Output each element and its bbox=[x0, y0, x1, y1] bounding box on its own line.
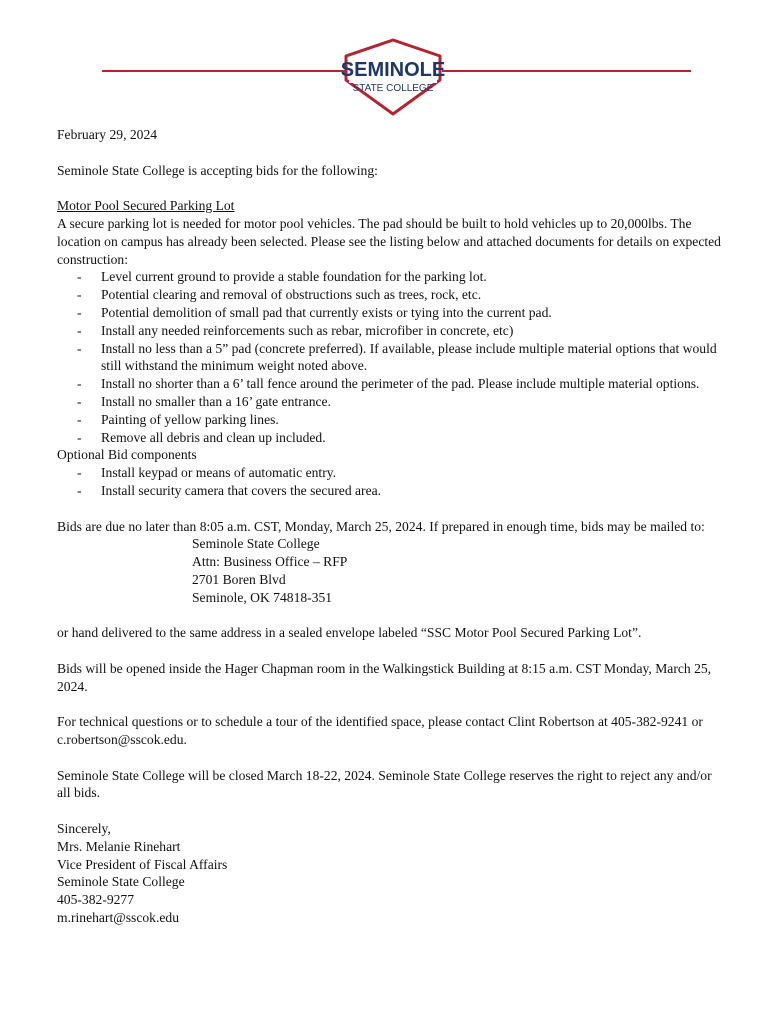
address-line: 2701 Boren Blvd bbox=[192, 571, 286, 587]
header-rule-right bbox=[442, 70, 691, 72]
signature-phone: 405-382-9277 bbox=[57, 892, 135, 908]
intro-paragraph: Seminole State College is accepting bids for the following: bbox=[57, 162, 378, 178]
address-line: Attn: Business Office – RFP bbox=[192, 554, 348, 570]
letterhead bbox=[0, 0, 770, 120]
list-item: - Potential demolition of small pad that currently exists or tying into the current pad. bbox=[77, 304, 552, 320]
list-item: - Install any needed reinforcements such as rebar, microfiber in concrete, etc) bbox=[77, 322, 514, 338]
mailing-address bbox=[57, 535, 725, 606]
opening-paragraph: Bids will be opened inside the Hager Chapman room in the Walkingstick Building at 8:15 a.m. CST Monday, March 25, 2024. bbox=[57, 660, 712, 694]
project-title: Motor Pool Secured Parking Lot bbox=[57, 198, 235, 214]
address-line: Seminole State College bbox=[192, 536, 320, 552]
signature-title: Vice President of Fiscal Affairs bbox=[57, 856, 228, 872]
letter-date: February 29, 2024 bbox=[57, 127, 158, 142]
list-item: - Install no less than a 5” pad (concrete preferred). If available, please include multiple material options that would still withstand the minimum weight noted above. bbox=[77, 340, 717, 374]
signature-name: Mrs. Melanie Rinehart bbox=[57, 838, 181, 854]
college-logo bbox=[340, 38, 446, 118]
list-item: - Install no smaller than a 16’ gate entrance. bbox=[77, 393, 331, 409]
optional-list bbox=[57, 464, 725, 500]
construction-list bbox=[57, 268, 725, 446]
list-item: - Level current ground to provide a stable foundation for the parking lot. bbox=[77, 269, 487, 285]
address-line: Seminole, OK 74818-351 bbox=[192, 589, 333, 605]
technical-paragraph: For technical questions or to schedule a tour of the identified space, please contact Clint Robertson at 405-382-9241 or c.robertson@sscok.edu. bbox=[57, 714, 703, 748]
logo-subtitle: STATE COLLEGE bbox=[352, 83, 434, 94]
list-item: - Remove all debris and clean up included. bbox=[77, 429, 326, 445]
list-item: - Potential clearing and removal of obstructions such as trees, rock, etc. bbox=[77, 287, 482, 303]
list-item: - Install keypad or means of automatic entry. bbox=[77, 465, 337, 481]
hand-delivery-paragraph: or hand delivered to the same address in a sealed envelope labeled “SSC Motor Pool Secured Parking Lot”. bbox=[57, 625, 642, 641]
signature-block bbox=[57, 820, 725, 927]
list-item: - Install security camera that covers the secured area. bbox=[77, 482, 382, 498]
signature-email: m.rinehart@sscok.edu bbox=[57, 910, 179, 926]
list-item: - Install no shorter than a 6’ tall fence around the perimeter of the pad. Please include multiple material options. bbox=[77, 376, 700, 392]
closure-paragraph: Seminole State College will be closed March 18-22, 2024. Seminole State College reserves the right to reject any and/or all bids. bbox=[57, 767, 712, 801]
logo-wordmark: SEMINOLE bbox=[340, 59, 446, 81]
signature-org: Seminole State College bbox=[57, 874, 185, 890]
letter-body bbox=[57, 126, 725, 927]
signature-closing: Sincerely, bbox=[57, 821, 111, 837]
header-rule-left bbox=[102, 70, 346, 72]
list-item: - Painting of yellow parking lines. bbox=[77, 411, 279, 427]
due-paragraph: Bids are due no later than 8:05 a.m. CST, Monday, March 25, 2024. If prepared in enough time, bids may be mailed to: bbox=[57, 518, 705, 534]
project-description: A secure parking lot is needed for motor pool vehicles. The pad should be built to hold vehicles up to 20,000lbs. The location on campus has already been selected. Please see the listing below and attached documents for details on expected construction: bbox=[57, 215, 721, 267]
optional-heading: Optional Bid components bbox=[57, 447, 197, 463]
